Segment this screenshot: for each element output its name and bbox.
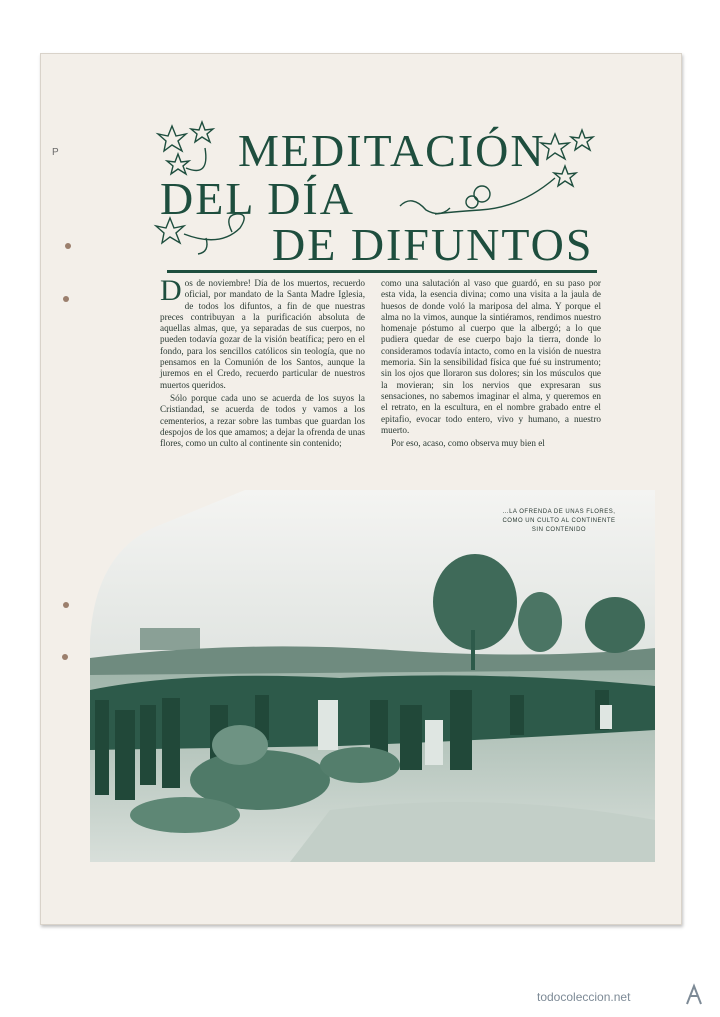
- cemetery-photograph: [90, 490, 655, 862]
- article-title-line-2: DEL DÍA: [160, 173, 355, 224]
- star-icon: [571, 130, 593, 150]
- binding-hole: [65, 243, 71, 249]
- paragraph: Por eso, acaso, como observa muy bien el: [391, 438, 545, 449]
- star-icon: [158, 126, 186, 151]
- text-column-2: [381, 278, 601, 451]
- drop-cap: D: [160, 274, 182, 307]
- paragraph: Sólo porque cada uno se acuerda de los suyos la Cristiandad, se acuerda de todos y vamos a los cementerios, a rezar sobre las tumbas que guardan los despojos de los que amamos; a dejar la ofrenda de unas flores, como un culto al continente sin contenido;: [160, 392, 365, 449]
- star-icon: [554, 166, 576, 186]
- binding-hole: [62, 654, 68, 660]
- star-icon: [167, 154, 189, 174]
- article-title-line-1: MEDITACIÓN: [238, 125, 546, 176]
- article-title-line-3: DE DIFUNTOS: [272, 219, 594, 270]
- watermark-text: todocoleccion.net: [537, 990, 631, 1004]
- photo-caption: ...LA OFRENDA DE UNAS FLORES, COMO UN CULTO AL CONTINENTE SIN CONTENIDO: [502, 509, 616, 533]
- star-icon: [191, 122, 213, 142]
- paragraph: como una salutación al vaso que guardó, en su paso por esta vida, la esencia divina; como una visita a la jaula de huesos de donde voló la mariposa del alma. Y porque el alma no la vimos, aunque la sintiéramos, rendimos nuestro homenaje póstumo al cuerpo que la albergó; a lo que pudiera quedar de ese cuerpo bajo la tierra, donde lo consideramos todavía intacto, como en la visión de nuestra memoria. Sin la sensibilidad física que fué su instrumento; sin los ojos que lloraron sus dolores; sin los músculos que la movieran; sin los nervios que expresaran sus sensaciones, no sabemos imaginar el alma, y queremos en el retrato, en la escultura, en el nombre grabado entre el epitafio, evocar todo entero, vivo y humano, a nuestro muerto.: [381, 278, 601, 435]
- margin-mark: P: [52, 147, 59, 158]
- title-underline: [167, 270, 597, 273]
- text-column-1: [160, 274, 365, 451]
- watermark-logo-icon: [683, 982, 705, 1006]
- binding-hole: [63, 296, 69, 302]
- paragraph: os de noviembre! Día de los muertos, recuerdo oficial, por mandato de la Santa Madre Iglesia, de todos los difuntos, a fin de que nuestras preces contribuyan a la purificación absoluta de aquellas almas, que, ya separadas de sus cuerpos, no pueden todavía gozar de la visión beatífica; pero en el fondo, para los sencillos católicos sin teología, que no pensamos en la Comunión de los Santos, aunque la juremos en el Credo, recuerdo particular de nuestros muertos queridos.: [160, 278, 365, 390]
- binding-hole: [63, 602, 69, 608]
